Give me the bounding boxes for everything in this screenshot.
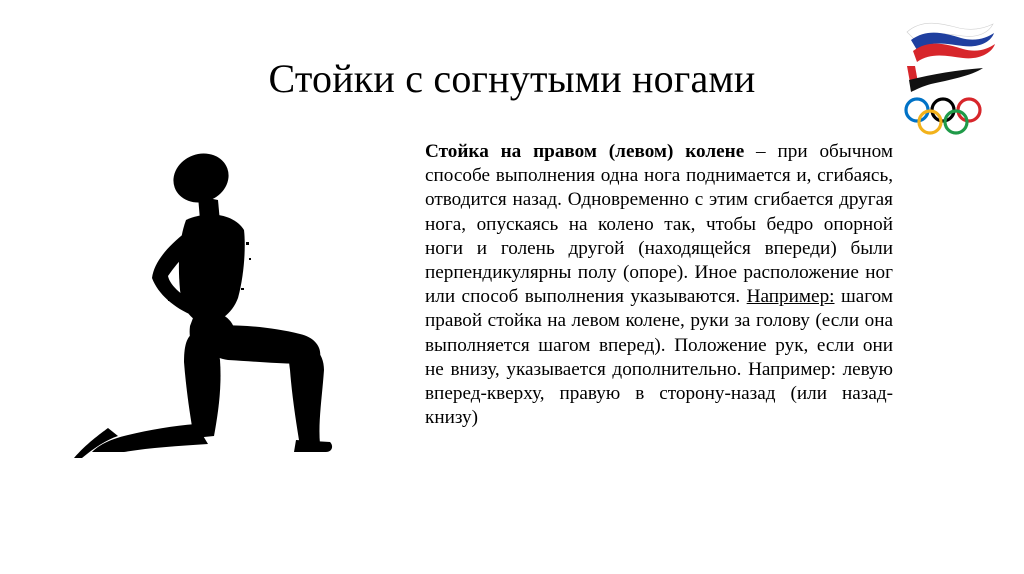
kneeling-stance-silhouette-icon <box>68 148 358 468</box>
slide-title: Стойки с согнутыми ногами <box>268 55 756 101</box>
description-part-1: при обычном способе выполнения одна нога поднимается и, сгибаясь, отводится назад. Одновременно с этим сгибается другая нога, опускаясь на колено так, чтобы бедро опорной ноги и голень другой (находящейся впереди) были перпендикулярны полу (опоре). Иное расположение ног или способ выполнения указываются. <box>425 141 894 308</box>
description-paragraph <box>425 140 893 430</box>
olympic-committee-emblem-icon <box>893 18 1001 136</box>
ring-green <box>945 111 967 133</box>
ring-yellow <box>919 111 941 133</box>
ring-black <box>932 99 954 121</box>
figure-back-thigh <box>184 334 221 438</box>
stance-term: Стойка на правом (левом) колене <box>425 141 745 162</box>
flag-red-stripe <box>913 44 995 62</box>
figure-front-foot <box>294 440 332 452</box>
term-dash: – <box>744 141 778 162</box>
description-part-2: шагом правой стойка на левом колене, руки за голову (если она выполняется шагом вперед). Положение рук, если они не внизу, указывается дополнительно. Например: левую вперед-кверху, правую в сторону-назад (или назад-книзу) <box>425 286 893 429</box>
figure-front-shin <box>289 342 324 446</box>
ring-blue <box>906 99 928 121</box>
ring-red <box>958 99 980 121</box>
example-label: Например: <box>746 286 835 308</box>
torch-flame-swoosh <box>909 68 983 92</box>
